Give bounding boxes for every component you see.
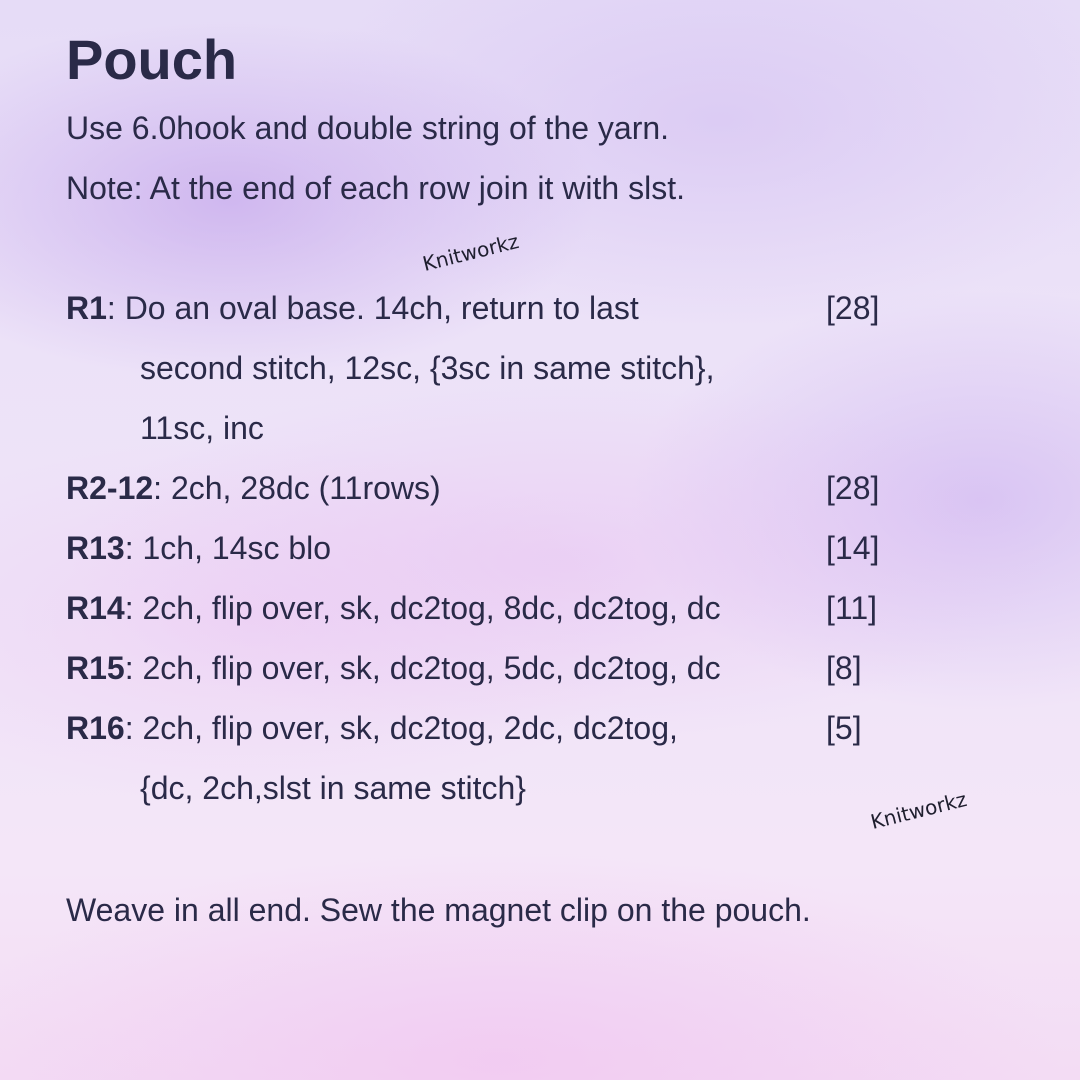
row-text: : 2ch, flip over, sk, dc2tog, 5dc, dc2tog, dc	[124, 650, 721, 686]
row-text: : 2ch, 28dc (11rows)	[153, 470, 441, 506]
row-label: R13	[66, 530, 125, 566]
row-r2-12	[66, 468, 926, 508]
row-r1-continuation-2: 11sc, inc	[140, 410, 264, 446]
row-r14	[66, 588, 926, 628]
row-text: : 2ch, flip over, sk, dc2tog, 2dc, dc2tog,	[124, 710, 678, 746]
row-label: R2-12	[66, 470, 154, 506]
watermark-top: Knitworkz	[420, 228, 522, 276]
watermark-bottom: Knitworkz	[868, 786, 970, 834]
row-text: : Do an oval base. 14ch, return to last	[106, 290, 639, 326]
stitch-count: [8]	[826, 650, 862, 686]
row-r15	[66, 648, 926, 688]
intro-hook-line: Use 6.0hook and double string of the yarn.	[66, 110, 670, 146]
stitch-count: [28]	[826, 290, 880, 326]
stitch-count: [28]	[826, 470, 880, 506]
stitch-count: [11]	[826, 590, 877, 626]
row-label: R14	[66, 590, 125, 626]
stitch-count: [14]	[826, 530, 880, 566]
row-label: R16	[66, 710, 125, 746]
row-r16-continuation-1: {dc, 2ch,slst in same stitch}	[140, 770, 526, 806]
row-r13	[66, 528, 926, 568]
row-text: : 2ch, flip over, sk, dc2tog, 8dc, dc2tog, dc	[124, 590, 721, 626]
row-r1	[66, 288, 926, 328]
row-r16	[66, 708, 926, 748]
row-label: R15	[66, 650, 125, 686]
finishing-note: Weave in all end. Sew the magnet clip on the pouch.	[66, 892, 811, 928]
stitch-count: [5]	[826, 710, 862, 746]
row-label: R1	[66, 290, 107, 326]
intro-note-line: Note: At the end of each row join it with slst.	[66, 170, 685, 206]
row-text: : 1ch, 14sc blo	[124, 530, 332, 566]
row-r1-continuation-1: second stitch, 12sc, {3sc in same stitch},	[140, 350, 715, 386]
page-title: Pouch	[66, 28, 238, 91]
